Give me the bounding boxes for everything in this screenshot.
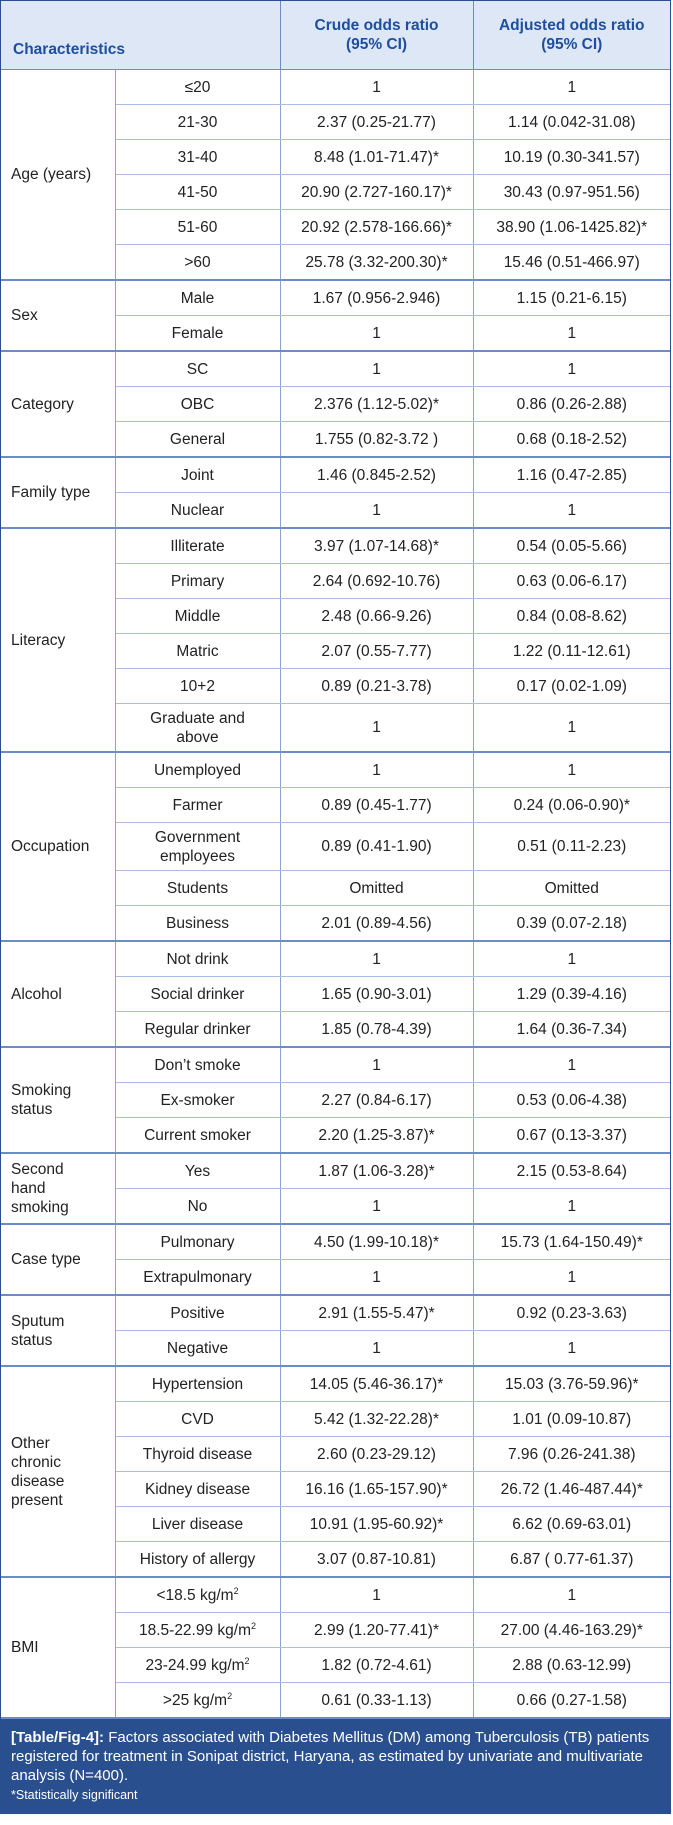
category-cell [115, 1507, 280, 1542]
crude-or-cell: 0.61 (0.33-1.13) [280, 1683, 473, 1719]
crude-or-cell: 2.27 (0.84-6.17) [280, 1083, 473, 1118]
adjusted-or-cell: 26.72 (1.46-487.44)* [473, 1472, 670, 1507]
odds-ratio-table [1, 1, 670, 1719]
adjusted-or-cell: 0.67 (0.13-3.37) [473, 1118, 670, 1154]
category-cell [115, 1295, 280, 1331]
unit-superscript: 2 [227, 1690, 233, 1701]
category-cell [115, 1189, 280, 1225]
category-label: Nuclear [170, 501, 225, 519]
adjusted-or-cell: 15.73 (1.64-150.49)* [473, 1224, 670, 1260]
adjusted-or-cell: 1.29 (0.39-4.16) [473, 977, 670, 1012]
category-cell [115, 1118, 280, 1154]
crude-or-cell: 0.89 (0.41-1.90) [280, 823, 473, 871]
category-label: Unemployed [153, 761, 242, 779]
caption-text: Factors associated with Diabetes Mellitus (DM) among Tuberculosis (TB) patients registered for treatment in Sonipat district, Haryana, as estimated by univariate and multivariate analysis (N=400). [11, 1729, 650, 1784]
adjusted-or-cell: 6.62 (0.69-63.01) [473, 1507, 670, 1542]
crude-or-cell: 20.92 (2.578-166.66)* [280, 210, 473, 245]
category-cell [115, 1153, 280, 1189]
category-label: >25 kg/m [162, 1691, 228, 1709]
category-cell [115, 422, 280, 458]
adjusted-or-cell: 1 [473, 1260, 670, 1296]
crude-or-cell: 1.755 (0.82-3.72 ) [280, 422, 473, 458]
category-label: Students [166, 879, 229, 897]
category-cell [115, 528, 280, 564]
adjusted-or-cell: 1 [473, 493, 670, 529]
adjusted-or-cell: 0.53 (0.06-4.38) [473, 1083, 670, 1118]
category-cell [115, 669, 280, 704]
category-cell [115, 175, 280, 210]
category-cell [115, 140, 280, 175]
category-cell [115, 977, 280, 1012]
group-label: Alcohol [1, 941, 115, 1047]
table-row [1, 1153, 670, 1189]
table-caption [1, 1719, 670, 1813]
category-cell [115, 599, 280, 634]
category-cell [115, 1613, 280, 1648]
category-cell [115, 1260, 280, 1296]
crude-or-cell: 2.07 (0.55-7.77) [280, 634, 473, 669]
category-label: Pulmonary [160, 1233, 235, 1251]
crude-or-cell: 1 [280, 1189, 473, 1225]
crude-or-cell: 1 [280, 351, 473, 387]
adjusted-or-cell: 0.84 (0.08-8.62) [473, 599, 670, 634]
crude-or-cell: 1 [280, 1331, 473, 1367]
category-label: Business [166, 914, 229, 932]
group-label: Case type [1, 1224, 115, 1295]
category-cell [115, 457, 280, 493]
category-label: No [187, 1197, 208, 1215]
crude-or-cell: 2.91 (1.55-5.47)* [280, 1295, 473, 1331]
category-label: Don’t smoke [154, 1056, 241, 1074]
category-label: Social drinker [150, 985, 245, 1003]
adjusted-or-cell: 27.00 (4.46-163.29)* [473, 1613, 670, 1648]
category-label: >60 [184, 253, 211, 271]
adjusted-or-cell: 1 [473, 941, 670, 977]
adjusted-or-cell: 1 [473, 70, 670, 105]
group-label: Occupation [1, 752, 115, 941]
crude-or-cell: 5.42 (1.32-22.28)* [280, 1402, 473, 1437]
category-cell [115, 210, 280, 245]
category-cell [115, 387, 280, 422]
adjusted-or-cell: 0.86 (0.26-2.88) [473, 387, 670, 422]
adjusted-or-cell: 7.96 (0.26-241.38) [473, 1437, 670, 1472]
adjusted-or-cell: 0.63 (0.06-6.17) [473, 564, 670, 599]
adjusted-or-cell: 1 [473, 1577, 670, 1613]
group-label: Sex [1, 280, 115, 351]
crude-or-cell: 20.90 (2.727-160.17)* [280, 175, 473, 210]
adjusted-or-cell: 0.17 (0.02-1.09) [473, 669, 670, 704]
category-label: Not drink [166, 950, 229, 968]
category-cell [115, 752, 280, 788]
category-label: Kidney disease [144, 1480, 251, 1498]
category-label: Female [171, 324, 224, 342]
adjusted-or-cell: 1.01 (0.09-10.87) [473, 1402, 670, 1437]
crude-or-cell: 2.01 (0.89-4.56) [280, 906, 473, 942]
category-cell [115, 1331, 280, 1367]
category-cell [115, 351, 280, 387]
category-cell [115, 634, 280, 669]
crude-or-cell: 2.376 (1.12-5.02)* [280, 387, 473, 422]
crude-or-cell: 1 [280, 1260, 473, 1296]
unit-superscript: 2 [233, 1585, 239, 1596]
category-cell [115, 1366, 280, 1402]
category-cell [115, 70, 280, 105]
table-row [1, 1577, 670, 1613]
category-label: Ex-smoker [160, 1091, 235, 1109]
category-label: 23-24.99 kg/m [145, 1656, 245, 1674]
category-label: Yes [184, 1162, 211, 1180]
category-label: ≤20 [184, 78, 211, 96]
crude-or-cell: 1 [280, 493, 473, 529]
category-label: Farmer [172, 796, 223, 814]
category-label: SC [186, 360, 209, 378]
crude-or-cell: 2.60 (0.23-29.12) [280, 1437, 473, 1472]
crude-or-cell: 1.65 (0.90-3.01) [280, 977, 473, 1012]
category-cell [115, 1224, 280, 1260]
crude-or-cell: Omitted [280, 871, 473, 906]
adjusted-or-cell: 0.39 (0.07-2.18) [473, 906, 670, 942]
adjusted-or-cell: 1 [473, 752, 670, 788]
category-cell [115, 941, 280, 977]
category-label: OBC [180, 395, 215, 413]
crude-or-cell: 0.89 (0.45-1.77) [280, 788, 473, 823]
group-label: Age (years) [1, 70, 115, 281]
table-row [1, 752, 670, 788]
adjusted-or-cell: 0.54 (0.05-5.66) [473, 528, 670, 564]
adjusted-or-cell: Omitted [473, 871, 670, 906]
crude-or-cell: 1 [280, 941, 473, 977]
category-cell [115, 1437, 280, 1472]
category-cell [115, 1577, 280, 1613]
crude-or-cell: 3.97 (1.07-14.68)* [280, 528, 473, 564]
crude-or-cell: 2.37 (0.25-21.77) [280, 105, 473, 140]
adjusted-or-cell: 2.88 (0.63-12.99) [473, 1648, 670, 1683]
adjusted-or-cell: 10.19 (0.30-341.57) [473, 140, 670, 175]
category-cell [115, 1047, 280, 1083]
crude-or-cell: 1.46 (0.845-2.52) [280, 457, 473, 493]
crude-or-cell: 2.64 (0.692-10.76) [280, 564, 473, 599]
category-label: <18.5 kg/m [156, 1586, 234, 1604]
category-cell [115, 1472, 280, 1507]
category-cell [115, 493, 280, 529]
header-characteristics: Characteristics [1, 1, 280, 70]
category-label: Illiterate [170, 537, 225, 555]
crude-or-cell: 16.16 (1.65-157.90)* [280, 1472, 473, 1507]
category-label: Extrapulmonary [143, 1268, 252, 1286]
caption-label: [Table/Fig-4]: [11, 1729, 105, 1746]
adjusted-or-cell: 30.43 (0.97-951.56) [473, 175, 670, 210]
category-label: History of allergy [139, 1550, 256, 1568]
crude-or-cell: 1.87 (1.06-3.28)* [280, 1153, 473, 1189]
adjusted-or-cell: 1.15 (0.21-6.15) [473, 280, 670, 316]
crude-or-cell: 8.48 (1.01-71.47)* [280, 140, 473, 175]
category-cell [115, 316, 280, 352]
table-row [1, 1295, 670, 1331]
category-label: Regular drinker [144, 1020, 251, 1038]
category-label: 51-60 [177, 218, 218, 236]
crude-or-cell: 1 [280, 316, 473, 352]
category-cell [115, 1012, 280, 1048]
adjusted-or-cell: 1 [473, 351, 670, 387]
table-body [1, 70, 670, 1719]
category-cell [115, 1402, 280, 1437]
table-row [1, 528, 670, 564]
category-label: Positive [170, 1304, 225, 1322]
table-header-row [1, 1, 670, 70]
adjusted-or-cell: 0.92 (0.23-3.63) [473, 1295, 670, 1331]
crude-or-cell: 3.07 (0.87-10.81) [280, 1542, 473, 1578]
category-cell [115, 704, 280, 753]
crude-or-cell: 2.48 (0.66-9.26) [280, 599, 473, 634]
category-label: 31-40 [177, 148, 218, 166]
category-label: Negative [166, 1339, 229, 1357]
category-label: Government employees [154, 828, 241, 865]
adjusted-or-cell: 1 [473, 1047, 670, 1083]
table-row [1, 1224, 670, 1260]
category-cell [115, 823, 280, 871]
crude-or-cell: 2.99 (1.20-77.41)* [280, 1613, 473, 1648]
category-label: Male [180, 289, 215, 307]
crude-or-cell: 1.85 (0.78-4.39) [280, 1012, 473, 1048]
category-label: Hypertension [151, 1375, 244, 1393]
crude-or-cell: 2.20 (1.25-3.87)* [280, 1118, 473, 1154]
table-row [1, 1047, 670, 1083]
category-label: CVD [181, 1410, 214, 1428]
crude-or-cell: 1 [280, 70, 473, 105]
category-cell [115, 1083, 280, 1118]
header-crude-odds-ratio: Crude odds ratio (95% CI) [280, 1, 473, 70]
table-row [1, 280, 670, 316]
table-row [1, 1366, 670, 1402]
crude-or-cell: 25.78 (3.32-200.30)* [280, 245, 473, 281]
adjusted-or-cell: 1.14 (0.042-31.08) [473, 105, 670, 140]
category-label: Primary [170, 572, 225, 590]
category-cell [115, 1648, 280, 1683]
adjusted-or-cell: 6.87 ( 0.77-61.37) [473, 1542, 670, 1578]
crude-or-cell: 1 [280, 704, 473, 753]
group-label: Sputum status [1, 1295, 115, 1366]
adjusted-or-cell: 0.51 (0.11-2.23) [473, 823, 670, 871]
adjusted-or-cell: 1 [473, 316, 670, 352]
adjusted-or-cell: 38.90 (1.06-1425.82)* [473, 210, 670, 245]
crude-or-cell: 1 [280, 1577, 473, 1613]
category-cell [115, 1683, 280, 1719]
group-label: Literacy [1, 528, 115, 752]
group-label: BMI [1, 1577, 115, 1718]
table-row [1, 457, 670, 493]
caption-footnote: *Statistically significant [11, 1788, 138, 1802]
adjusted-or-cell: 2.15 (0.53-8.64) [473, 1153, 670, 1189]
crude-or-cell: 10.91 (1.95-60.92)* [280, 1507, 473, 1542]
unit-superscript: 2 [251, 1620, 257, 1631]
crude-or-cell: 1 [280, 1047, 473, 1083]
category-cell [115, 1542, 280, 1578]
category-label: Liver disease [151, 1515, 244, 1533]
category-label: Graduate and above [150, 709, 245, 746]
table-row [1, 351, 670, 387]
adjusted-or-cell: 1 [473, 704, 670, 753]
crude-or-cell: 0.89 (0.21-3.78) [280, 669, 473, 704]
group-label: Category [1, 351, 115, 457]
adjusted-or-cell: 1.64 (0.36-7.34) [473, 1012, 670, 1048]
adjusted-or-cell: 0.66 (0.27-1.58) [473, 1683, 670, 1719]
table-row [1, 70, 670, 105]
category-cell [115, 280, 280, 316]
category-label: Thyroid disease [142, 1445, 253, 1463]
category-label: Middle [174, 607, 221, 625]
category-cell [115, 788, 280, 823]
category-cell [115, 564, 280, 599]
adjusted-or-cell: 15.46 (0.51-466.97) [473, 245, 670, 281]
category-label: Joint [181, 466, 214, 484]
adjusted-or-cell: 0.24 (0.06-0.90)* [473, 788, 670, 823]
category-label: 41-50 [177, 183, 218, 201]
adjusted-or-cell: 1.16 (0.47-2.85) [473, 457, 670, 493]
adjusted-or-cell: 1.22 (0.11-12.61) [473, 634, 670, 669]
category-cell [115, 105, 280, 140]
category-cell [115, 906, 280, 942]
adjusted-or-cell: 1 [473, 1331, 670, 1367]
category-label: 10+2 [180, 677, 215, 695]
category-label: General [169, 430, 226, 448]
header-adjusted-odds-ratio: Adjusted odds ratio (95% CI) [473, 1, 670, 70]
crude-or-cell: 14.05 (5.46-36.17)* [280, 1366, 473, 1402]
category-cell [115, 871, 280, 906]
category-label: Current smoker [144, 1126, 251, 1144]
table-row [1, 941, 670, 977]
group-label: Family type [1, 457, 115, 528]
crude-or-cell: 4.50 (1.99-10.18)* [280, 1224, 473, 1260]
category-label: Matric [176, 642, 219, 660]
group-label: Smoking status [1, 1047, 115, 1153]
unit-superscript: 2 [244, 1655, 250, 1666]
adjusted-or-cell: 15.03 (3.76-59.96)* [473, 1366, 670, 1402]
category-label: 18.5-22.99 kg/m [138, 1621, 251, 1639]
category-label: 21-30 [177, 113, 218, 131]
group-label: Other chronic disease present [1, 1366, 115, 1577]
crude-or-cell: 1.82 (0.72-4.61) [280, 1648, 473, 1683]
adjusted-or-cell: 1 [473, 1189, 670, 1225]
crude-or-cell: 1.67 (0.956-2.946) [280, 280, 473, 316]
category-cell [115, 245, 280, 281]
crude-or-cell: 1 [280, 752, 473, 788]
group-label: Second hand smoking [1, 1153, 115, 1224]
adjusted-or-cell: 0.68 (0.18-2.52) [473, 422, 670, 458]
